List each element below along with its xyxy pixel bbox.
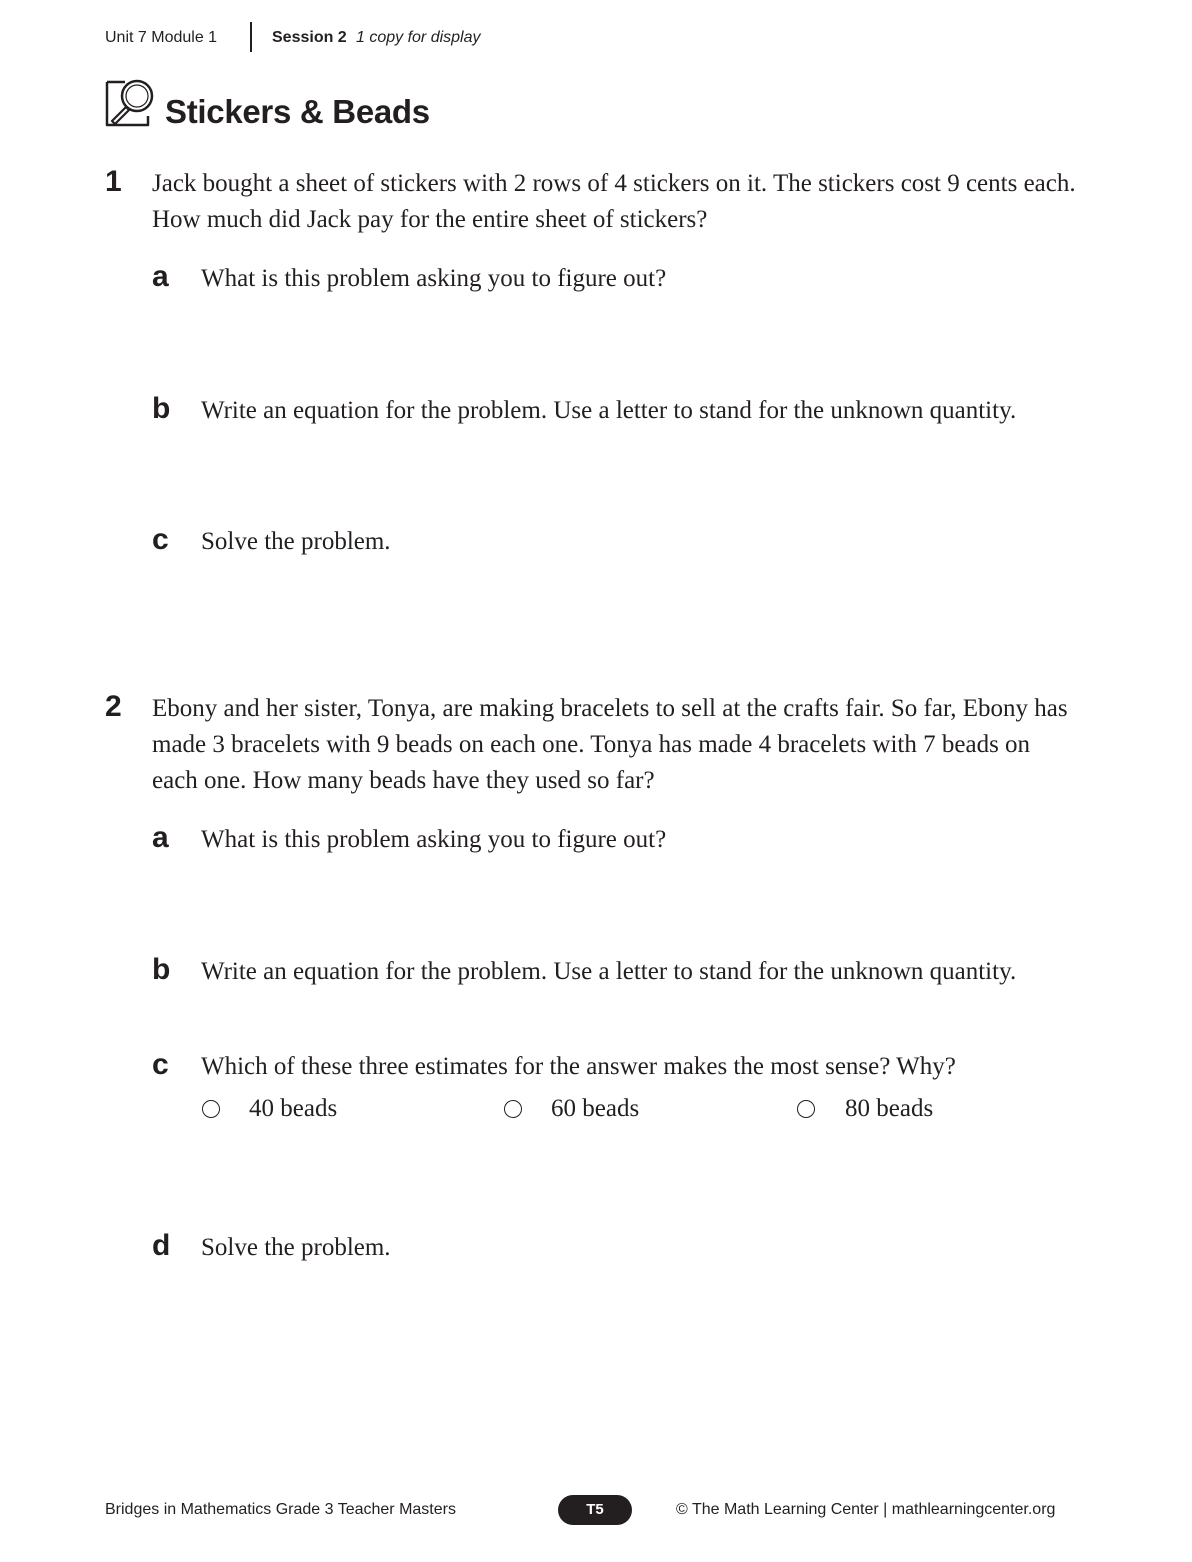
radio-icon[interactable]: [504, 1100, 522, 1118]
problem-1-text: Jack bought a sheet of stickers with 2 rows of 4 stickers on it. The stickers cost 9 cents each. How much did Jack pay for the entire sheet of stickers?: [152, 170, 1076, 233]
header-unit-module: Unit 7 Module 1: [105, 29, 218, 46]
problem-2-part-d-letter: d: [152, 1229, 171, 1262]
footer-book-title: Bridges in Mathematics Grade 3 Teacher Masters: [105, 1501, 456, 1518]
page-number-badge: T5: [558, 1495, 632, 1525]
problem-1-part-c-letter: c: [152, 523, 169, 556]
problem-1-part-a-letter: a: [152, 260, 169, 293]
problem-2-part-a-letter: a: [152, 821, 169, 854]
problem-1-part-b-letter: b: [152, 392, 171, 425]
problem-2-part-d-text: Solve the problem.: [201, 1234, 391, 1261]
problem-1-part-b-text: Write an equation for the problem. Use a letter to stand for the unknown quantity.: [201, 397, 1017, 424]
page-title: Stickers & Beads: [165, 93, 430, 130]
header-session: Session 2: [272, 29, 347, 46]
problem-2-number: 2: [105, 690, 122, 723]
problem-1-part-c-text: Solve the problem.: [201, 528, 391, 555]
problem-1-part-a-text: What is this problem asking you to figure out?: [201, 265, 667, 292]
problem-1-number: 1: [105, 165, 122, 198]
problem-2-part-c-letter: c: [152, 1048, 169, 1081]
option-60-beads: 60 beads: [551, 1095, 640, 1122]
problem-2-part-c-text: Which of these three estimates for the answer makes the most sense? Why?: [201, 1053, 956, 1080]
problem-2-part-b-text: Write an equation for the problem. Use a letter to stand for the unknown quantity.: [201, 958, 1017, 985]
header-copy-note: 1 copy for display: [356, 29, 481, 46]
magnifying-glass-page-icon: [104, 76, 158, 130]
option-40-beads: 40 beads: [249, 1095, 338, 1122]
radio-icon[interactable]: [797, 1100, 815, 1118]
footer-copyright: © The Math Learning Center | mathlearningcenter.org: [676, 1501, 1056, 1518]
problem-2-part-b-letter: b: [152, 953, 171, 986]
header-divider: [250, 22, 252, 52]
radio-icon[interactable]: [202, 1100, 220, 1118]
option-80-beads: 80 beads: [845, 1095, 934, 1122]
problem-2-text: Ebony and her sister, Tonya, are making bracelets to sell at the crafts fair. So far, Ebony has made 3 bracelets with 9 beads on each one. Tonya has made 4 bracelets with 7 beads on each one. How many beads have they used so far?: [152, 695, 1068, 794]
problem-2-part-a-text: What is this problem asking you to figure out?: [201, 826, 667, 853]
